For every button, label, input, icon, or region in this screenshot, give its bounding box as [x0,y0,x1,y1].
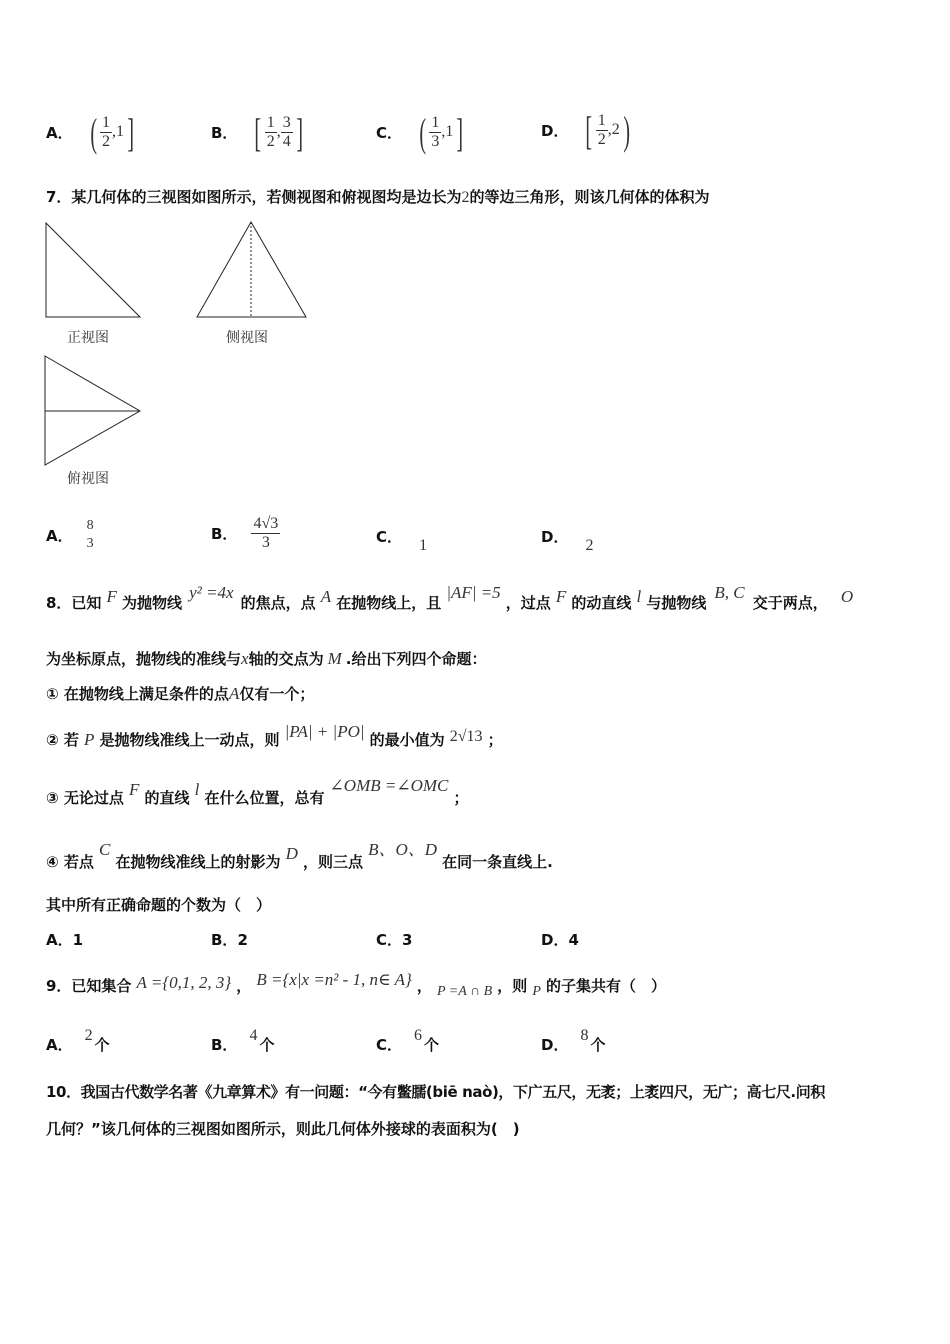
q9-stem [46,970,667,999]
q10-line-2: 几何？”该几何体的三视图如图所示，则此几何体外接球的表面积为( ) [46,1120,520,1138]
q8-math-D: D [285,844,298,863]
q7-b-fraction: $\frac{4√3}{3}$ [253,514,279,551]
q6-option-c-label: C． [376,123,403,142]
q6-a-rest: ,1 [111,123,124,140]
q6-d-right-bracket: ) [623,107,630,153]
q8-text: ③ 无论过点 [46,789,124,807]
q9-text: ，则 [497,977,528,995]
q9-option-b-value: 4 [249,1027,258,1044]
q8-text: 的焦点，点 [240,594,316,612]
q8-text: 的直线 [144,789,190,807]
q7-stem [46,186,709,207]
q6-b-comma: , [276,123,281,140]
q8-math-A: A [228,684,240,703]
q8-text: ，则三点 [302,853,363,871]
q8-line-1 [46,583,916,613]
q8-text: 在什么位置，总有 [204,789,325,807]
q8-option-c-label: C． [376,931,403,949]
q8-text: 8．已知 [46,594,102,612]
q6-b-fraction-2: $\frac{3}{4}$ [282,113,291,150]
q6-b-fraction-1: $\frac{1}{2}$ [266,113,275,150]
q9-text: 的子集共有（ ） [546,977,667,995]
q8-math-angle-equality: ∠OMB =∠OMC [329,776,449,795]
q8-option-b[interactable] [211,929,248,950]
q8-option-d-label: D． [541,931,569,949]
q6-b-left-bracket: [ [254,109,262,155]
q8-math-parabola: y² =4x [189,583,234,602]
q8-text: 的动直线 [571,594,632,612]
q8-math-C: C [99,840,111,859]
q7-option-d[interactable] [541,526,594,554]
q8-math-l: l [194,780,200,799]
q8-text: 仅有一个； [239,685,315,703]
q8-option-c[interactable] [376,929,412,950]
q9-text: ， [236,977,252,995]
q9-option-d-value: 8 [580,1027,589,1044]
q8-text: 是抛物线准线上一动点，则 [99,731,280,749]
q9-option-d-label: D． [541,1036,569,1054]
q9-option-b-label: B． [211,1036,238,1054]
q8-math-BC: B, C [714,583,745,602]
q9-option-a-value: 2 [84,1027,93,1044]
q6-option-b-label: B． [211,123,238,142]
q8-text: .给出下列四个命题： [345,650,487,668]
q9-math-set-P: P =A ∩ B [436,984,493,999]
q6-option-a[interactable] [46,107,137,157]
q7-text-after: 的等边三角形，则该几何体的体积为 [469,188,710,206]
q7-number: 2 [461,189,470,206]
q8-text: ④ 若点 [46,853,94,871]
q6-a-right-bracket: ] [127,109,134,155]
q8-math-AF: |AF| =5 [446,583,501,602]
q6-c-left-bracket: ( [419,109,427,155]
front-view-caption: 正视图 [67,330,109,346]
q7-option-a-label: A． [46,526,73,545]
q8-text: ，过点 [505,594,551,612]
q7-option-b[interactable] [211,505,280,561]
q8-statement-2 [46,722,503,750]
q9-option-b[interactable] [211,1027,275,1055]
q7-option-b-label: B． [211,524,238,543]
q6-c-right-bracket: ] [456,109,464,155]
q6-d-left-bracket: [ [585,107,593,153]
q8-text: ① 在抛物线上满足条件的点 [46,685,229,703]
q7-option-c-value: 1 [419,537,428,554]
q8-text: 轴的交点为 [248,650,324,668]
q8-option-a[interactable] [46,929,83,950]
q8-option-a-label: A． [46,931,73,949]
q8-option-b-value: 2 [237,931,248,949]
q7-option-c-label: C． [376,528,403,546]
q8-option-b-label: B． [211,931,238,949]
q10-line-1: 10．我国古代数学名著《九章算术》有一问题：“今有鳖臑(biē naò)，下广五尺，无袤；上袤四尺，无广；高七尺.问积 [46,1083,825,1101]
q7-option-d-label: D． [541,528,569,546]
q6-option-a-label: A． [46,123,73,142]
q9-text: 9．已知集合 [46,977,132,995]
q6-a-left-bracket: ( [89,109,97,155]
q8-text: 在抛物线上，且 [336,594,442,612]
q9-math-P: P [532,984,541,999]
q8-text: 交于两点， [752,594,828,612]
q8-option-c-value: 3 [402,931,413,949]
q6-a-fraction: $\frac{1}{2}$ [101,113,110,150]
q8-math-F: F [129,780,140,799]
q6-option-c[interactable] [376,107,467,157]
q6-b-right-bracket: ] [296,109,303,155]
q6-option-b[interactable] [211,107,306,157]
q8-option-d[interactable] [541,929,579,950]
q9-text: ， [416,977,432,995]
q8-math-P: P [84,730,95,749]
q8-text: 为坐标原点，抛物线的准线与 [46,650,242,668]
q9-math-set-B: B ={x|x =n² - 1, n∈ A} [256,970,412,989]
q7-a-fraction: 8 3 [86,518,94,551]
q8-math-l: l [636,587,642,606]
q8-text: 在抛物线准线上的射影为 [115,853,281,871]
q9-option-a-label: A． [46,1036,73,1054]
q8-line-2 [46,648,486,669]
q8-question: 其中所有正确命题的个数为（ ） [46,896,272,914]
q8-math-A: A [320,587,332,606]
q8-text: ； [487,731,503,749]
q6-option-d-label: D． [541,121,569,140]
q8-text: 为抛物线 [122,594,183,612]
q9-option-c-unit: 个 [424,1036,440,1054]
q9-option-b-unit: 个 [259,1036,275,1054]
q8-math-PA-PO: |PA| + |PO| [284,722,365,741]
q9-option-c[interactable] [376,1027,440,1055]
q7-text-before: 7．某几何体的三视图如图所示，若侧视图和俯视图均是边长为 [46,188,462,206]
q8-text: 的最小值为 [369,731,445,749]
q7-option-a[interactable] [46,510,96,560]
q8-text: ； [453,789,469,807]
q6-option-d[interactable] [541,103,633,157]
q9-option-a[interactable] [46,1027,110,1055]
q9-option-c-label: C． [376,1036,403,1054]
q9-option-c-value: 6 [414,1027,423,1044]
q8-statement-3 [46,776,469,808]
q9-option-a-unit: 个 [94,1036,110,1054]
q6-c-fraction: $\frac{1}{3}$ [431,113,440,150]
q6-d-rest: ,2 [607,121,620,138]
q8-option-d-value: 4 [568,931,579,949]
q8-statement-4 [46,840,553,872]
q7-option-c[interactable] [376,526,428,554]
q9-option-d-unit: 个 [590,1036,606,1054]
q8-math-F: F [555,587,567,606]
q7-option-d-value: 2 [585,537,594,554]
q8-math-M: M [327,649,342,668]
q8-option-a-value: 1 [72,931,84,949]
q9-math-set-A: A ={0,1, 2, 3} [136,973,232,992]
side-view-caption: 侧视图 [226,330,268,346]
q9-option-d[interactable] [541,1027,606,1055]
q8-math-O: O [840,587,854,606]
q8-math-F: F [106,587,117,606]
q8-math-min-value: 2√13 [449,728,483,745]
q8-math-x: x [241,649,249,668]
q6-d-fraction: $\frac{1}{2}$ [597,111,606,148]
q8-statement-1 [46,683,314,704]
q8-math-BOD: B、O、D [368,840,438,859]
q8-text: 在同一条直线上. [442,853,553,871]
q8-text: 与抛物线 [646,594,707,612]
top-view-caption: 俯视图 [67,471,109,487]
q8-text: ② 若 [46,731,79,749]
q6-c-rest: ,1 [441,123,454,140]
front-view-triangle [46,223,140,317]
